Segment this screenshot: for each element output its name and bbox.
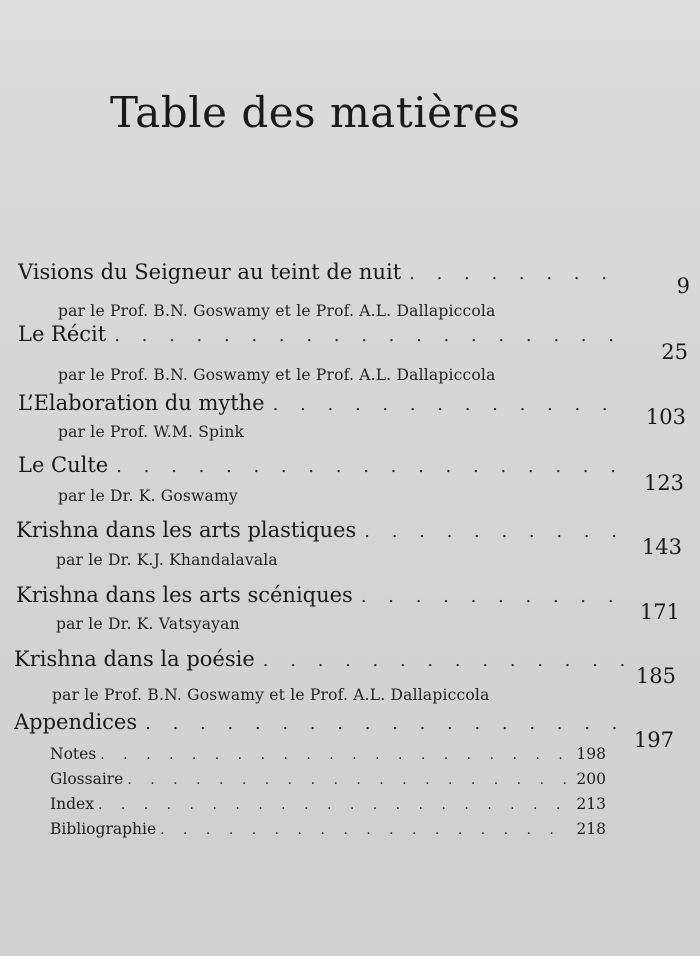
- toc-entry-title: Visions du Seigneur au teint de nuit: [18, 260, 402, 284]
- toc-entry: [18, 391, 630, 415]
- toc-entry-author: par le Prof. B.N. Goswamy et le Prof. A.L. Dallapiccola: [58, 302, 496, 320]
- toc-subentry: [50, 820, 606, 838]
- toc-entry-author: par le Prof. B.N. Goswamy et le Prof. A.L. Dallapiccola: [52, 686, 490, 704]
- leader-dots: [273, 394, 630, 415]
- toc-subentry-page: 200: [576, 770, 606, 788]
- toc-subentry-title: Notes: [50, 745, 97, 763]
- toc-entry-title: L’Elaboration du mythe: [18, 391, 265, 415]
- toc-subentry-page: 213: [576, 795, 606, 813]
- toc-subentry-title: Index: [50, 795, 94, 813]
- toc-subentry-title: Bibliographie: [50, 820, 157, 838]
- toc-page-number: 171: [639, 600, 680, 624]
- toc-page-number: 25: [661, 340, 688, 364]
- toc-entry: [18, 453, 630, 477]
- leader-dots: [98, 797, 572, 813]
- toc-entry-title: Krishna dans les arts plastiques: [16, 518, 357, 542]
- leader-dots: [116, 456, 630, 477]
- leader-dots: [145, 713, 626, 734]
- toc-entry-author: par le Prof. B.N. Goswamy et le Prof. A.L. Dallapiccola: [58, 366, 496, 384]
- toc-entry-title: Krishna dans les arts scéniques: [16, 583, 353, 607]
- toc-entry-author: par le Prof. W.M. Spink: [58, 423, 245, 441]
- leader-dots: [409, 263, 630, 284]
- leader-dots: [114, 325, 630, 346]
- leader-dots: [127, 772, 572, 788]
- leader-dots: [100, 747, 572, 763]
- toc-entry-title: Le Culte: [18, 453, 109, 477]
- toc-entry: [18, 260, 630, 284]
- toc-page-number: 9: [676, 274, 690, 298]
- toc-entry-title: Le Récit: [18, 322, 107, 346]
- toc-subentry: [50, 745, 606, 763]
- leader-dots: [364, 521, 630, 542]
- toc-subentry-title: Glossaire: [50, 770, 124, 788]
- leader-dots: [263, 650, 628, 671]
- toc-subentry: [50, 795, 606, 813]
- toc-entry: [16, 518, 630, 542]
- toc-page-number: 197: [633, 728, 674, 752]
- toc-page-number: 185: [635, 664, 676, 688]
- toc-entry-author: par le Dr. K. Goswamy: [58, 487, 238, 505]
- toc-entry: [16, 583, 630, 607]
- toc-entry-author: par le Dr. K. Vatsyayan: [56, 615, 240, 633]
- toc-entry-title: Appendices: [14, 710, 138, 734]
- leader-dots: [361, 586, 630, 607]
- toc-entry-title: Krishna dans la poésie: [14, 647, 255, 671]
- toc-subentry-page: 218: [576, 820, 606, 838]
- toc-page-number: 123: [643, 471, 684, 495]
- toc-entry: [18, 322, 630, 346]
- page-title: Table des matières: [110, 88, 521, 137]
- toc-page-number: 143: [641, 535, 682, 559]
- toc-entry: [14, 647, 628, 671]
- toc-subentry: [50, 770, 606, 788]
- toc-page-number: 103: [645, 405, 686, 429]
- leader-dots: [160, 822, 572, 838]
- toc-subentry-page: 198: [576, 745, 606, 763]
- toc-entry-author: par le Dr. K.J. Khandalavala: [56, 551, 278, 569]
- toc-entry: [14, 710, 626, 734]
